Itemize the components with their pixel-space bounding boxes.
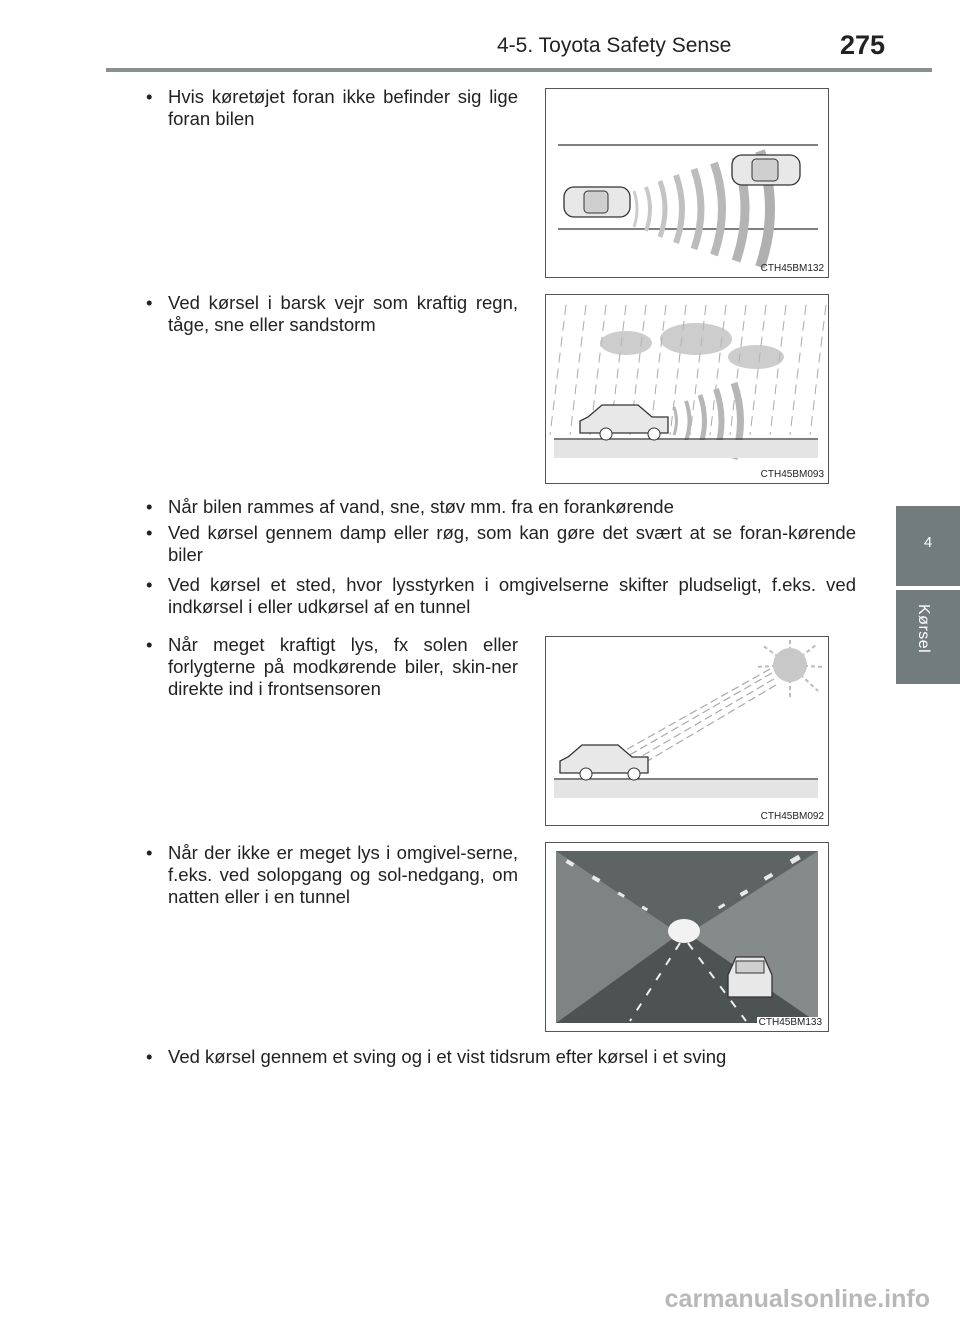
list-item — [146, 1046, 856, 1068]
list-item — [146, 86, 518, 134]
chapter-label: Kørsel — [915, 604, 932, 654]
list-item-text: Når bilen rammes af vand, sne, støv mm. fra en forankørende — [168, 496, 674, 517]
list-item-text: Ved kørsel gennem damp eller røg, som kan gøre det svært at se foran-kørende biler — [168, 522, 856, 565]
list-item-text: Når meget kraftigt lys, fx solen eller forlygterne på modkørende biler, skin-ner direkte ind i frontsensoren — [168, 634, 518, 699]
car-rear-icon — [728, 957, 772, 997]
figure-code: CTH45BM093 — [760, 469, 824, 480]
chapter-tab — [896, 506, 960, 586]
offset-vehicle-illustration — [546, 89, 828, 277]
tunnel-illustration — [546, 843, 828, 1031]
list-item — [146, 522, 856, 566]
list-item-text: Ved kørsel et sted, hvor lysstyrken i omgivelserne skifter pludseligt, f.eks. ved indkørsel i eller udkørsel af en tunnel — [168, 574, 856, 617]
chapter-number: 4 — [923, 534, 933, 551]
bullet-marker: • — [146, 292, 153, 313]
strong-light-illustration — [546, 637, 828, 825]
bullet-marker: • — [146, 1046, 153, 1067]
list-item — [146, 292, 518, 340]
bullet-marker: • — [146, 522, 153, 543]
list-item-text: Når der ikke er meget lys i omgivel-serne, f.eks. ved solopgang og sol-nedgang, om natten eller i en tunnel — [168, 842, 518, 907]
bullet-marker: • — [146, 86, 153, 107]
lead-car-icon — [732, 155, 800, 185]
list-item-text: Ved kørsel gennem et sving og i et vist tidsrum efter kørsel i et sving — [168, 1046, 727, 1067]
figure-bad-weather — [545, 294, 829, 484]
figure-code: CTH45BM132 — [760, 263, 824, 274]
list-item — [146, 496, 856, 518]
header-divider — [106, 68, 932, 72]
page-number: 275 — [840, 30, 886, 60]
figure-code: CTH45BM133 — [758, 1017, 822, 1028]
car-side-icon — [580, 405, 668, 440]
list-item — [146, 574, 856, 618]
car-side-icon — [560, 745, 648, 780]
list-item — [146, 634, 518, 704]
list-item-text: Hvis køretøjet foran ikke befinder sig lige foran bilen — [168, 86, 518, 129]
bullet-marker: • — [146, 634, 153, 655]
bullet-marker: • — [146, 574, 153, 595]
figure-offset-vehicle — [545, 88, 829, 278]
chapter-tab-label-box — [896, 590, 960, 684]
bullet-marker: • — [146, 842, 153, 863]
own-car-icon — [564, 187, 630, 217]
section-title: 4-5. Toyota Safety Sense — [497, 34, 732, 57]
list-item — [146, 842, 518, 912]
bad-weather-illustration — [546, 295, 828, 483]
figure-strong-light — [545, 636, 829, 826]
bullet-marker: • — [146, 496, 153, 517]
figure-tunnel — [545, 842, 829, 1032]
watermark: carmanualsonline.info — [664, 1285, 930, 1313]
list-item-text: Ved kørsel i barsk vejr som kraftig regn, tåge, sne eller sandstorm — [168, 292, 518, 335]
figure-code: CTH45BM092 — [760, 811, 824, 822]
